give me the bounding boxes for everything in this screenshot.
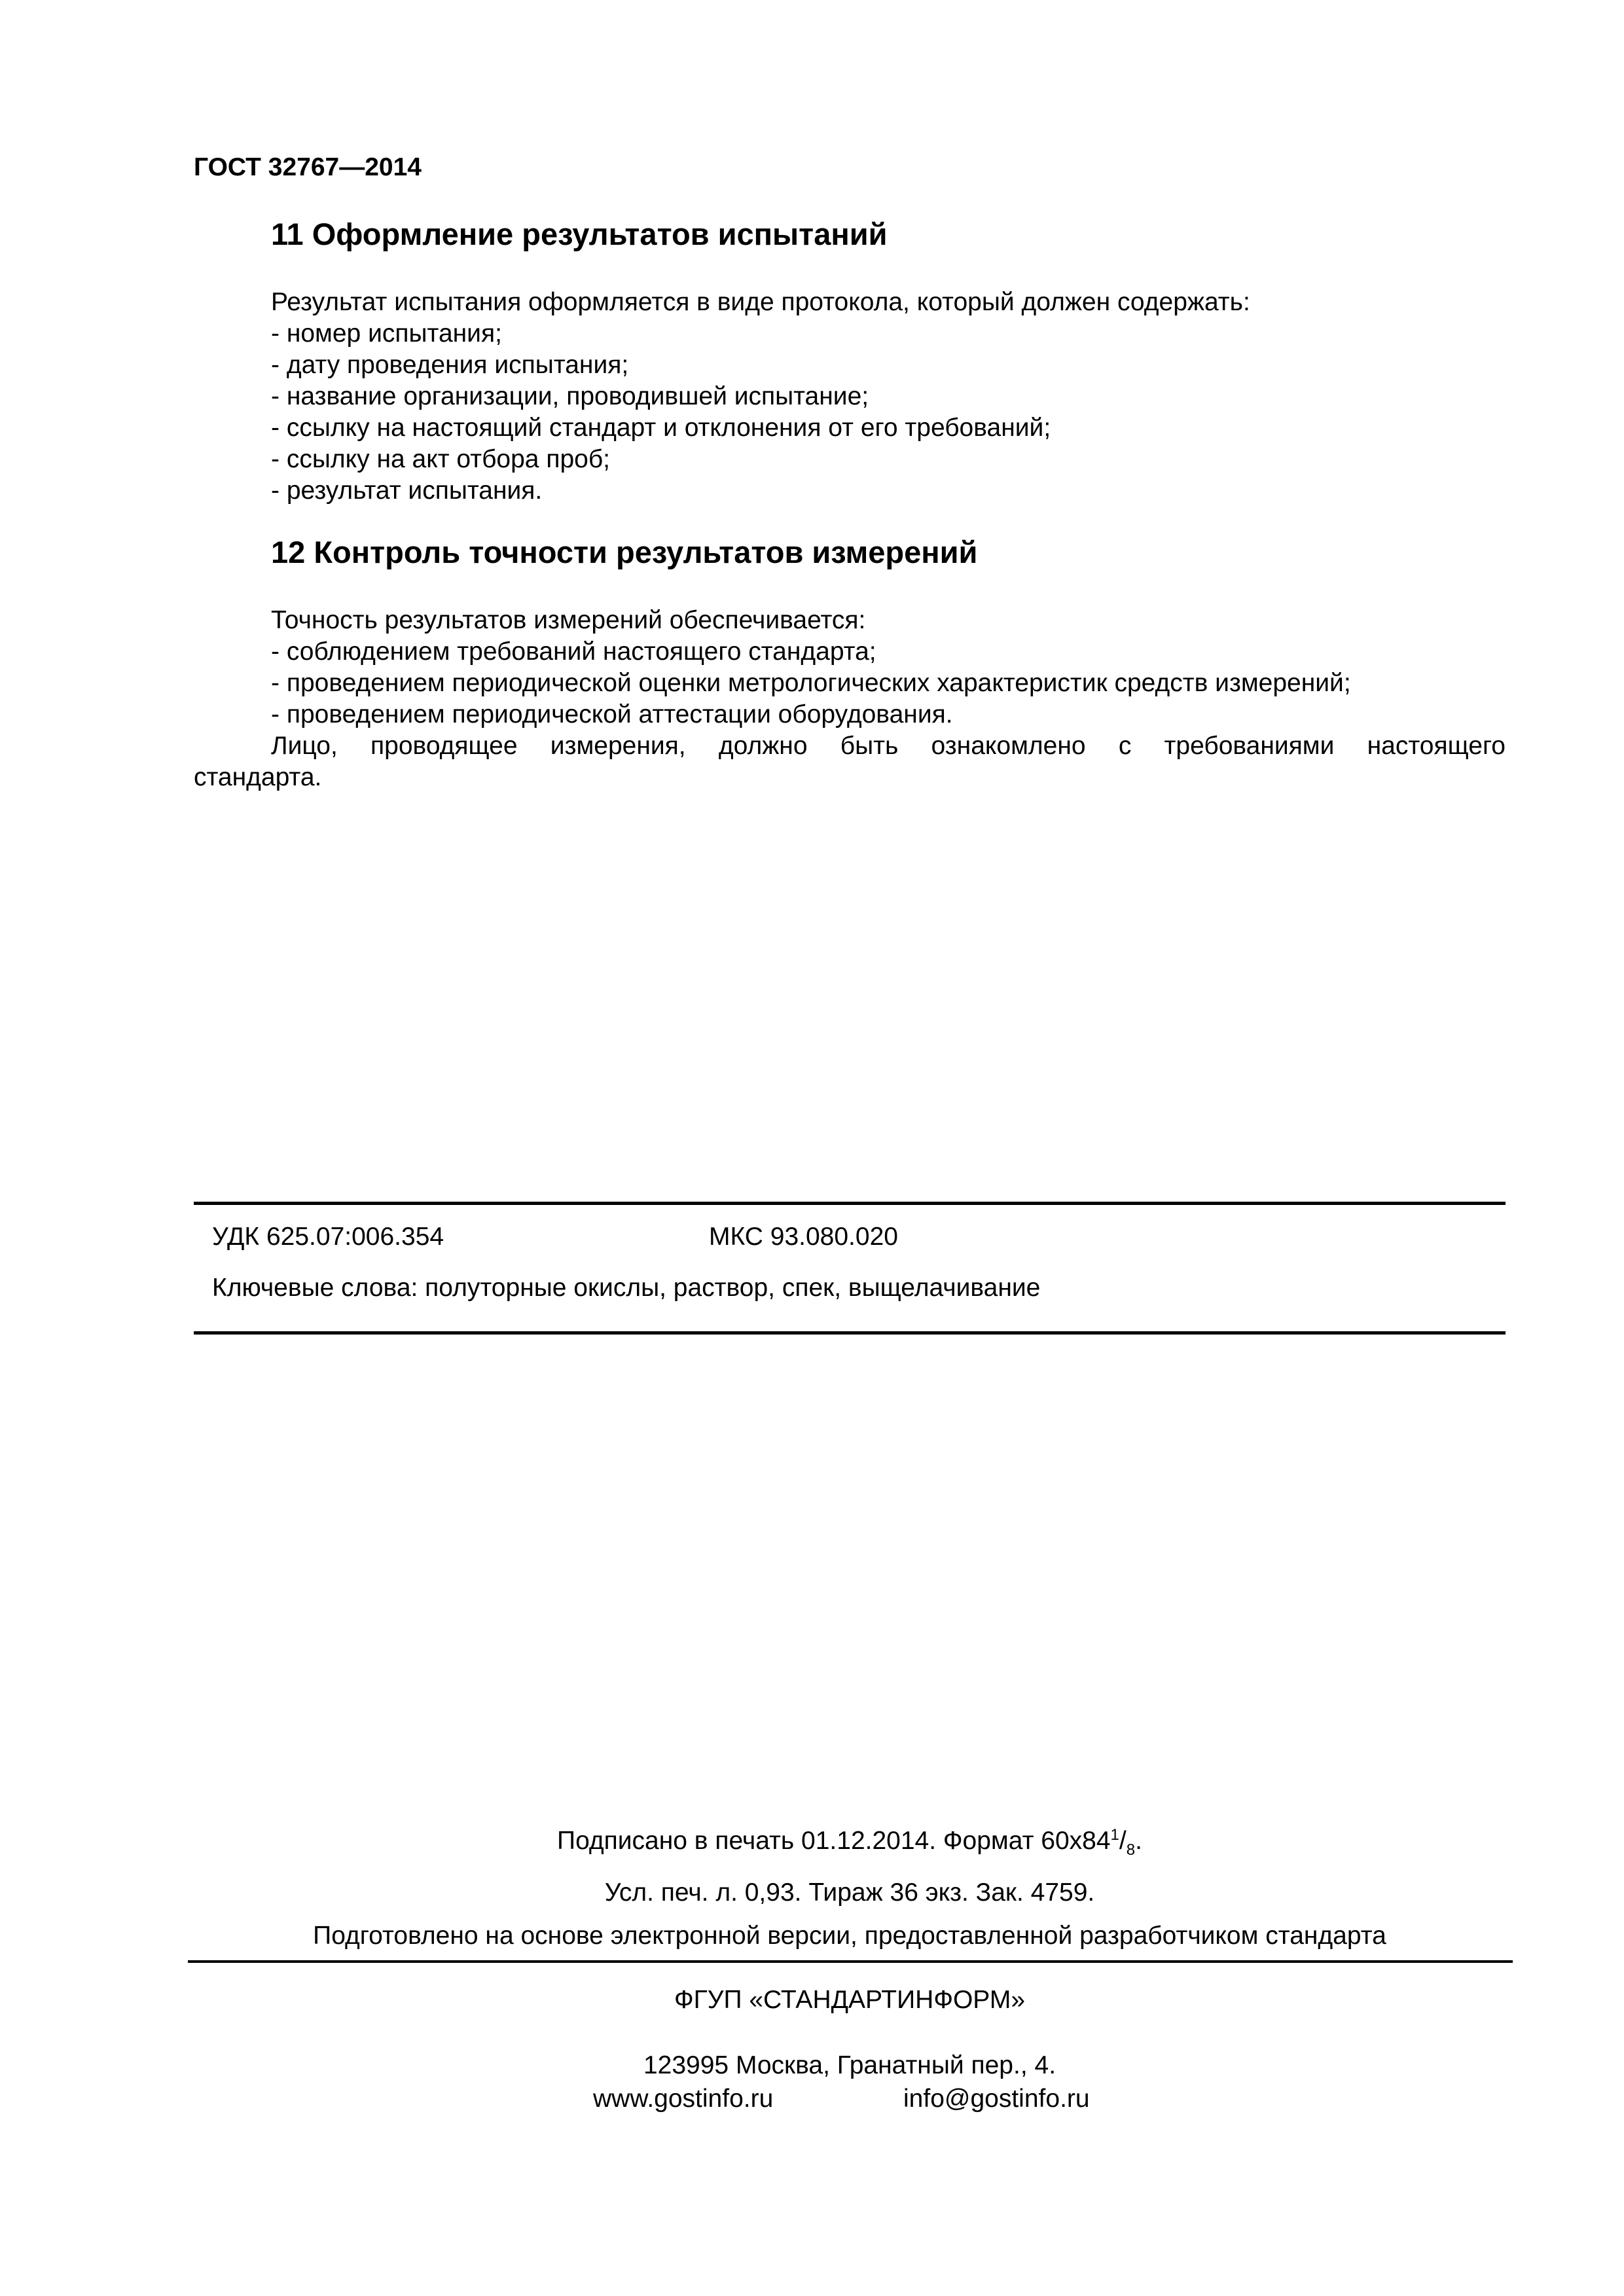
website-link[interactable]: www.gostinfo.ru	[593, 2085, 774, 2113]
keywords: Ключевые слова: полуторные окислы, раствор, спек, выщелачивание	[212, 1274, 1041, 1302]
signed-text: Подписано в печать 01.12.2014. Формат 60x84	[557, 1827, 1111, 1855]
list-item: - соблюдением требований настоящего стандарта;	[271, 637, 876, 666]
section-12-closing-end: стандарта.	[194, 763, 322, 791]
standard-code: ГОСТ 32767—2014	[194, 153, 422, 181]
classification-top-rule	[194, 1202, 1506, 1205]
section-11-body	[271, 287, 1515, 507]
section-11-intro: Результат испытания оформляется в виде протокола, который должен содержать:	[271, 288, 1250, 316]
format-denominator: 8	[1126, 1840, 1136, 1859]
classification-bottom-rule	[194, 1331, 1506, 1335]
print-info: Усл. печ. л. 0,93. Тираж 36 экз. Зак. 4759.	[604, 1878, 1095, 1907]
section-12-closing-line: Лицо, проводящее измерения, должно быть ознакомлено с требованиями настоящего	[271, 732, 1506, 760]
list-item: - номер испытания;	[271, 319, 502, 348]
email-link[interactable]: info@gostinfo.ru	[903, 2085, 1090, 2113]
signed-suffix: .	[1135, 1827, 1142, 1855]
list-item: - ссылку на настоящий стандарт и отклонения от его требований;	[271, 414, 1051, 442]
section-12-intro: Точность результатов измерений обеспечивается:	[271, 606, 866, 634]
udk-code: УДК 625.07:006.354	[212, 1223, 444, 1251]
prepared-note: Подготовлено на основе электронной версии, предоставленной разработчиком стандарта	[313, 1922, 1386, 1950]
list-item: - проведением периодической оценки метрологических характеристик средств измерений;	[271, 669, 1351, 697]
format-numerator: 1	[1110, 1826, 1119, 1844]
list-item: - проведением периодической аттестации оборудования.	[271, 700, 953, 728]
list-item: - результат испытания.	[271, 476, 543, 505]
section-12-heading: 12 Контроль точности результатов измерений	[271, 535, 978, 569]
list-item: - дату проведения испытания;	[271, 351, 629, 379]
publisher-address: 123995 Москва, Гранатный пер., 4.	[643, 2051, 1056, 2079]
section-11-heading: 11 Оформление результатов испытаний	[271, 217, 888, 251]
list-item: - ссылку на акт отбора проб;	[271, 445, 611, 473]
list-item: - название организации, проводившей испытание;	[271, 382, 869, 410]
mks-code: МКС 93.080.020	[709, 1223, 898, 1251]
publisher-name: ФГУП «СТАНДАРТИНФОРМ»	[674, 1986, 1026, 2014]
format-slash: /	[1119, 1827, 1127, 1855]
section-12-body	[271, 605, 1515, 730]
imprint-rule	[188, 1960, 1513, 1963]
signed-for-print	[194, 1826, 1506, 1859]
